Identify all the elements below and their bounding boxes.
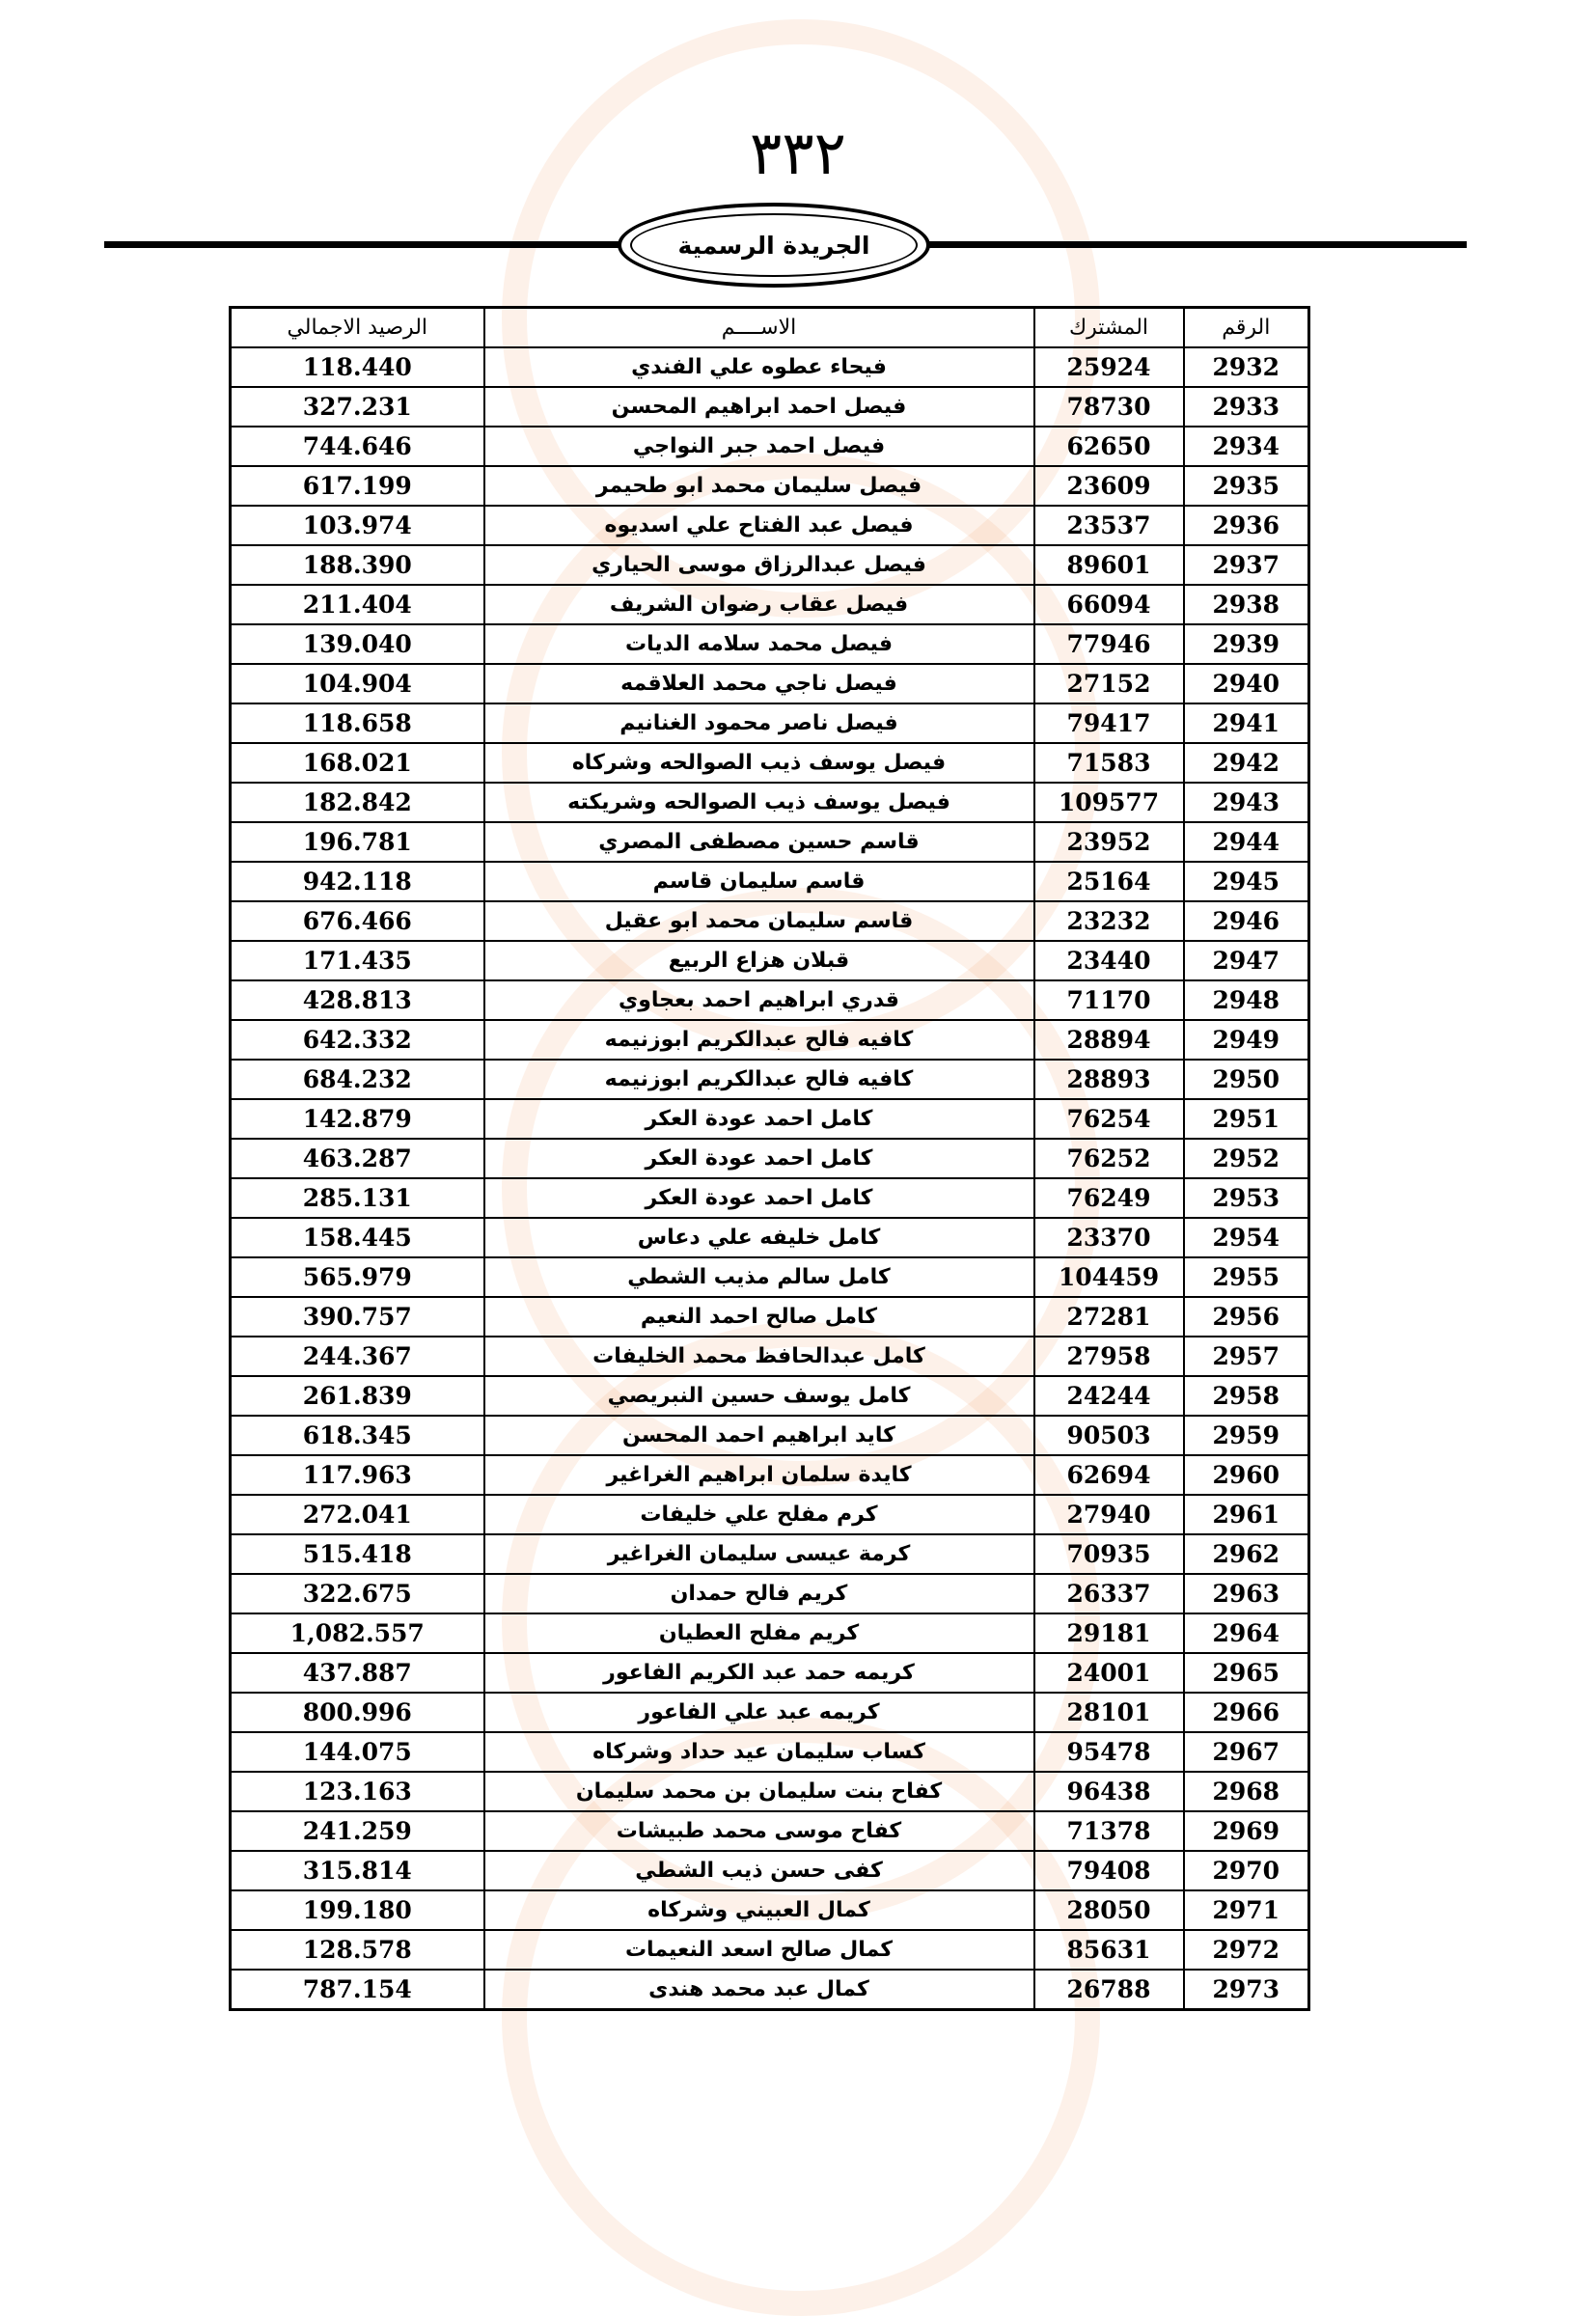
- table-row: [231, 1851, 1309, 1890]
- subscriber-id-cell: 28894: [1034, 1020, 1184, 1060]
- table-row: [231, 347, 1309, 387]
- subscribers-table: [229, 306, 1310, 2011]
- row-number-cell: 2944: [1184, 822, 1309, 862]
- balance-cell: 261.839: [231, 1376, 484, 1416]
- row-number-cell: 2937: [1184, 545, 1309, 585]
- row-number-cell: 2940: [1184, 664, 1309, 703]
- row-number-cell: 2951: [1184, 1099, 1309, 1139]
- table-row: [231, 1534, 1309, 1574]
- table-row: [231, 1653, 1309, 1693]
- subscriber-name-cell: كفى حسن ذيب الشطي: [484, 1851, 1034, 1890]
- table-row: [231, 1613, 1309, 1653]
- subscriber-name-cell: كامل يوسف حسين النبريصي: [484, 1376, 1034, 1416]
- subscriber-id-cell: 79417: [1034, 703, 1184, 743]
- subscriber-name-cell: فيصل ناجي محمد العلاقمه: [484, 664, 1034, 703]
- header-name: الاســــم: [484, 308, 1034, 348]
- table-body: [231, 347, 1309, 2010]
- balance-cell: 272.041: [231, 1495, 484, 1534]
- balance-cell: 199.180: [231, 1890, 484, 1930]
- subscriber-id-cell: 29181: [1034, 1613, 1184, 1653]
- subscriber-name-cell: كفاح موسى محمد طبيشات: [484, 1811, 1034, 1851]
- balance-cell: 104.904: [231, 664, 484, 703]
- balance-cell: 800.996: [231, 1693, 484, 1732]
- balance-cell: 315.814: [231, 1851, 484, 1890]
- balance-cell: 684.232: [231, 1060, 484, 1099]
- row-number-cell: 2956: [1184, 1297, 1309, 1337]
- balance-cell: 285.131: [231, 1178, 484, 1218]
- balance-cell: 617.199: [231, 466, 484, 506]
- subscriber-id-cell: 76254: [1034, 1099, 1184, 1139]
- subscriber-id-cell: 78730: [1034, 387, 1184, 427]
- subscriber-name-cell: كساب سليمان عيد حداد وشركاه: [484, 1732, 1034, 1772]
- table-row: [231, 1020, 1309, 1060]
- table-row: [231, 545, 1309, 585]
- balance-cell: 196.781: [231, 822, 484, 862]
- subscriber-name-cell: كمال العبيني وشركاه: [484, 1890, 1034, 1930]
- row-number-cell: 2934: [1184, 427, 1309, 466]
- row-number-cell: 2950: [1184, 1060, 1309, 1099]
- balance-cell: 390.757: [231, 1297, 484, 1337]
- publication-title-badge: [618, 203, 930, 288]
- subscriber-name-cell: كريمه عبد علي الفاعور: [484, 1693, 1034, 1732]
- row-number-cell: 2936: [1184, 506, 1309, 545]
- subscriber-id-cell: 23609: [1034, 466, 1184, 506]
- subscriber-id-cell: 26788: [1034, 1970, 1184, 2010]
- row-number-cell: 2947: [1184, 941, 1309, 980]
- subscriber-name-cell: كمال عبد محمد هندى: [484, 1970, 1034, 2010]
- subscriber-name-cell: فيصل ناصر محمود الغنانيم: [484, 703, 1034, 743]
- table-row: [231, 1732, 1309, 1772]
- table-row: [231, 901, 1309, 941]
- table-row: [231, 1337, 1309, 1376]
- subscriber-id-cell: 23952: [1034, 822, 1184, 862]
- row-number-cell: 2973: [1184, 1970, 1309, 2010]
- subscriber-id-cell: 27940: [1034, 1495, 1184, 1534]
- subscriber-name-cell: كامل سالم مذيب الشطي: [484, 1257, 1034, 1297]
- row-number-cell: 2945: [1184, 862, 1309, 901]
- table-row: [231, 1693, 1309, 1732]
- balance-cell: 244.367: [231, 1337, 484, 1376]
- subscriber-id-cell: 71583: [1034, 743, 1184, 783]
- balance-cell: 128.578: [231, 1930, 484, 1970]
- subscriber-name-cell: فيصل عبد الفتاح علي اسديوه: [484, 506, 1034, 545]
- subscriber-id-cell: 76249: [1034, 1178, 1184, 1218]
- header-balance: الرصيد الاجمالي: [231, 308, 484, 348]
- subscriber-id-cell: 23232: [1034, 901, 1184, 941]
- subscriber-id-cell: 25164: [1034, 862, 1184, 901]
- subscriber-name-cell: كامل احمد عودة العكر: [484, 1099, 1034, 1139]
- table-row: [231, 980, 1309, 1020]
- row-number-cell: 2961: [1184, 1495, 1309, 1534]
- row-number-cell: 2943: [1184, 783, 1309, 822]
- row-number-cell: 2933: [1184, 387, 1309, 427]
- subscriber-id-cell: 26337: [1034, 1574, 1184, 1613]
- subscriber-id-cell: 27281: [1034, 1297, 1184, 1337]
- row-number-cell: 2949: [1184, 1020, 1309, 1060]
- subscriber-id-cell: 89601: [1034, 545, 1184, 585]
- subscriber-id-cell: 90503: [1034, 1416, 1184, 1455]
- table-row: [231, 1139, 1309, 1178]
- balance-cell: 437.887: [231, 1653, 484, 1693]
- row-number-cell: 2967: [1184, 1732, 1309, 1772]
- subscriber-id-cell: 70935: [1034, 1534, 1184, 1574]
- subscriber-id-cell: 96438: [1034, 1772, 1184, 1811]
- table-row: [231, 1890, 1309, 1930]
- table-row: [231, 387, 1309, 427]
- table-row: [231, 1970, 1309, 2010]
- subscriber-id-cell: 77946: [1034, 624, 1184, 664]
- balance-cell: 322.675: [231, 1574, 484, 1613]
- page-number: ٣٣٢: [750, 118, 846, 188]
- row-number-cell: 2957: [1184, 1337, 1309, 1376]
- table-row: [231, 1099, 1309, 1139]
- row-number-cell: 2959: [1184, 1416, 1309, 1455]
- subscriber-name-cell: فيصل عقاب رضوان الشريف: [484, 585, 1034, 624]
- balance-cell: 103.974: [231, 506, 484, 545]
- balance-cell: 182.842: [231, 783, 484, 822]
- subscriber-name-cell: فيصل يوسف ذيب الصوالحه وشريكته: [484, 783, 1034, 822]
- row-number-cell: 2962: [1184, 1534, 1309, 1574]
- table-row: [231, 1811, 1309, 1851]
- subscriber-id-cell: 66094: [1034, 585, 1184, 624]
- balance-cell: 158.445: [231, 1218, 484, 1257]
- balance-cell: 118.658: [231, 703, 484, 743]
- row-number-cell: 2964: [1184, 1613, 1309, 1653]
- row-number-cell: 2938: [1184, 585, 1309, 624]
- balance-cell: 211.404: [231, 585, 484, 624]
- table-row: [231, 1178, 1309, 1218]
- balance-cell: 428.813: [231, 980, 484, 1020]
- balance-cell: 327.231: [231, 387, 484, 427]
- balance-cell: 123.163: [231, 1772, 484, 1811]
- row-number-cell: 2953: [1184, 1178, 1309, 1218]
- balance-cell: 144.075: [231, 1732, 484, 1772]
- publication-title: الجريدة الرسمية: [677, 231, 870, 260]
- subscriber-id-cell: 95478: [1034, 1732, 1184, 1772]
- subscriber-name-cell: كريمه حمد عبد الكريم الفاعور: [484, 1653, 1034, 1693]
- balance-cell: 463.287: [231, 1139, 484, 1178]
- table-row: [231, 822, 1309, 862]
- subscriber-id-cell: 23537: [1034, 506, 1184, 545]
- table-row: [231, 1060, 1309, 1099]
- subscriber-name-cell: كامل عبدالحافظ محمد الخليفات: [484, 1337, 1034, 1376]
- row-number-cell: 2942: [1184, 743, 1309, 783]
- subscriber-name-cell: قبلان هزاع الربيع: [484, 941, 1034, 980]
- row-number-cell: 2948: [1184, 980, 1309, 1020]
- subscriber-name-cell: كافيه فالح عبدالكريم ابوزنيمه: [484, 1060, 1034, 1099]
- table-row: [231, 506, 1309, 545]
- subscriber-id-cell: 71378: [1034, 1811, 1184, 1851]
- subscriber-id-cell: 109577: [1034, 783, 1184, 822]
- table-row: [231, 1416, 1309, 1455]
- subscriber-name-cell: فيصل محمد سلامه الديات: [484, 624, 1034, 664]
- row-number-cell: 2971: [1184, 1890, 1309, 1930]
- subscriber-id-cell: 25924: [1034, 347, 1184, 387]
- subscriber-name-cell: كريم مفلح العطيان: [484, 1613, 1034, 1653]
- table-row: [231, 1574, 1309, 1613]
- subscriber-id-cell: 104459: [1034, 1257, 1184, 1297]
- subscriber-id-cell: 28050: [1034, 1890, 1184, 1930]
- subscriber-name-cell: قاسم حسين مصطفى المصري: [484, 822, 1034, 862]
- subscriber-name-cell: فيصل يوسف ذيب الصوالحه وشركاه: [484, 743, 1034, 783]
- subscriber-name-cell: كريم فالح حمدان: [484, 1574, 1034, 1613]
- subscriber-id-cell: 24244: [1034, 1376, 1184, 1416]
- subscriber-name-cell: كايدة سلمان ابراهيم الغراغير: [484, 1455, 1034, 1495]
- balance-cell: 1,082.557: [231, 1613, 484, 1653]
- header-number: الرقم: [1184, 308, 1309, 348]
- subscriber-name-cell: كامل صالح احمد النعيم: [484, 1297, 1034, 1337]
- table-row: [231, 703, 1309, 743]
- row-number-cell: 2963: [1184, 1574, 1309, 1613]
- balance-cell: 139.040: [231, 624, 484, 664]
- subscriber-id-cell: 76252: [1034, 1139, 1184, 1178]
- table-row: [231, 1455, 1309, 1495]
- subscriber-id-cell: 27958: [1034, 1337, 1184, 1376]
- balance-cell: 676.466: [231, 901, 484, 941]
- row-number-cell: 2955: [1184, 1257, 1309, 1297]
- subscriber-id-cell: 27152: [1034, 664, 1184, 703]
- table-row: [231, 664, 1309, 703]
- subscriber-name-cell: كايد ابراهيم احمد المحسن: [484, 1416, 1034, 1455]
- subscriber-name-cell: كافيه فالح عبدالكريم ابوزنيمه: [484, 1020, 1034, 1060]
- balance-cell: 642.332: [231, 1020, 484, 1060]
- balance-cell: 142.879: [231, 1099, 484, 1139]
- row-number-cell: 2958: [1184, 1376, 1309, 1416]
- subscriber-name-cell: فيصل عبدالرزاق موسى الحياري: [484, 545, 1034, 585]
- balance-cell: 565.979: [231, 1257, 484, 1297]
- balance-cell: 171.435: [231, 941, 484, 980]
- row-number-cell: 2960: [1184, 1455, 1309, 1495]
- subscriber-name-cell: كامل خليفه علي دعاس: [484, 1218, 1034, 1257]
- subscriber-name-cell: فيحاء عطوه علي الفندي: [484, 347, 1034, 387]
- subscriber-name-cell: فيصل احمد جبر النواجي: [484, 427, 1034, 466]
- row-number-cell: 2970: [1184, 1851, 1309, 1890]
- subscriber-name-cell: كامل احمد عودة العكر: [484, 1178, 1034, 1218]
- subscriber-name-cell: كرم مفلح علي خليفات: [484, 1495, 1034, 1534]
- row-number-cell: 2966: [1184, 1693, 1309, 1732]
- row-number-cell: 2965: [1184, 1653, 1309, 1693]
- row-number-cell: 2968: [1184, 1772, 1309, 1811]
- table-row: [231, 1376, 1309, 1416]
- subscriber-id-cell: 79408: [1034, 1851, 1184, 1890]
- subscriber-id-cell: 62694: [1034, 1455, 1184, 1495]
- balance-cell: 515.418: [231, 1534, 484, 1574]
- subscriber-name-cell: قدري ابراهيم احمد بعجاوي: [484, 980, 1034, 1020]
- table-row: [231, 1495, 1309, 1534]
- table-row: [231, 862, 1309, 901]
- table-row: [231, 585, 1309, 624]
- table-row: [231, 1772, 1309, 1811]
- row-number-cell: 2932: [1184, 347, 1309, 387]
- table-row: [231, 1930, 1309, 1970]
- table-row: [231, 624, 1309, 664]
- subscriber-name-cell: كفاح بنت سليمان بن محمد سليمان: [484, 1772, 1034, 1811]
- balance-cell: 241.259: [231, 1811, 484, 1851]
- table-row: [231, 743, 1309, 783]
- subscriber-name-cell: قاسم سليمان محمد ابو عقيل: [484, 901, 1034, 941]
- subscriber-id-cell: 62650: [1034, 427, 1184, 466]
- table-row: [231, 427, 1309, 466]
- subscriber-id-cell: 71170: [1034, 980, 1184, 1020]
- balance-cell: 118.440: [231, 347, 484, 387]
- subscriber-name-cell: كامل احمد عودة العكر: [484, 1139, 1034, 1178]
- subscriber-name-cell: فيصل سليمان محمد ابو طحيمر: [484, 466, 1034, 506]
- row-number-cell: 2969: [1184, 1811, 1309, 1851]
- table-row: [231, 466, 1309, 506]
- subscriber-id-cell: 23440: [1034, 941, 1184, 980]
- balance-cell: 188.390: [231, 545, 484, 585]
- subscriber-id-cell: 85631: [1034, 1930, 1184, 1970]
- row-number-cell: 2941: [1184, 703, 1309, 743]
- row-number-cell: 2939: [1184, 624, 1309, 664]
- balance-cell: 942.118: [231, 862, 484, 901]
- header-subscriber: المشترك: [1034, 308, 1184, 348]
- table-row: [231, 941, 1309, 980]
- balance-cell: 618.345: [231, 1416, 484, 1455]
- row-number-cell: 2954: [1184, 1218, 1309, 1257]
- subscriber-id-cell: 24001: [1034, 1653, 1184, 1693]
- table-row: [231, 1297, 1309, 1337]
- table-row: [231, 1257, 1309, 1297]
- balance-cell: 744.646: [231, 427, 484, 466]
- subscriber-name-cell: كمال صالح اسعد النعيمات: [484, 1930, 1034, 1970]
- subscriber-name-cell: فيصل احمد ابراهيم المحسن: [484, 387, 1034, 427]
- subscriber-name-cell: قاسم سليمان قاسم: [484, 862, 1034, 901]
- subscriber-id-cell: 28893: [1034, 1060, 1184, 1099]
- row-number-cell: 2972: [1184, 1930, 1309, 1970]
- balance-cell: 117.963: [231, 1455, 484, 1495]
- subscriber-name-cell: كرمة عيسى سليمان الغراغير: [484, 1534, 1034, 1574]
- balance-cell: 787.154: [231, 1970, 484, 2010]
- row-number-cell: 2946: [1184, 901, 1309, 941]
- table-header-row: [231, 308, 1309, 348]
- subscriber-id-cell: 28101: [1034, 1693, 1184, 1732]
- table-row: [231, 783, 1309, 822]
- subscriber-id-cell: 23370: [1034, 1218, 1184, 1257]
- balance-cell: 168.021: [231, 743, 484, 783]
- table-row: [231, 1218, 1309, 1257]
- row-number-cell: 2935: [1184, 466, 1309, 506]
- row-number-cell: 2952: [1184, 1139, 1309, 1178]
